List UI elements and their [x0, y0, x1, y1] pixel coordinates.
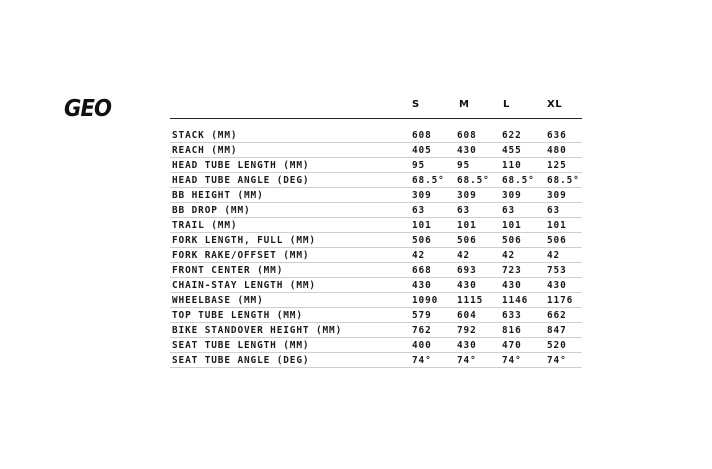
- value-m: 430: [457, 340, 477, 351]
- row-label: BB DROP (MM): [172, 205, 251, 216]
- table-row: [170, 188, 582, 203]
- value-l: 633: [502, 310, 522, 321]
- table-row: [170, 218, 582, 233]
- value-m: 430: [457, 145, 477, 156]
- row-label: REACH (MM): [172, 145, 238, 156]
- value-s: 1090: [412, 295, 439, 306]
- table-row: [170, 338, 582, 353]
- value-xl: 662: [547, 310, 567, 321]
- row-label: FORK RAKE/OFFSET (MM): [172, 250, 310, 261]
- value-s: 95: [412, 160, 426, 171]
- row-label: CHAIN-STAY LENGTH (MM): [172, 280, 316, 291]
- value-xl: 847: [547, 325, 567, 336]
- value-xl: 1176: [547, 295, 574, 306]
- value-m: 74°: [457, 355, 477, 366]
- size-header-xl: XL: [547, 99, 563, 110]
- table-row: [170, 323, 582, 338]
- value-s: 430: [412, 280, 432, 291]
- value-xl: 480: [547, 145, 567, 156]
- value-xl: 63: [547, 205, 561, 216]
- value-xl: 42: [547, 250, 561, 261]
- value-m: 792: [457, 325, 477, 336]
- value-s: 762: [412, 325, 432, 336]
- value-xl: 309: [547, 190, 567, 201]
- value-l: 816: [502, 325, 522, 336]
- value-m: 95: [457, 160, 471, 171]
- value-m: 101: [457, 220, 477, 231]
- value-s: 668: [412, 265, 432, 276]
- value-s: 101: [412, 220, 432, 231]
- size-header-m: M: [459, 99, 470, 110]
- value-xl: 74°: [547, 355, 567, 366]
- row-label: BIKE STANDOVER HEIGHT (MM): [172, 325, 343, 336]
- row-label: HEAD TUBE ANGLE (DEG): [172, 175, 310, 186]
- value-l: 68.5°: [502, 175, 535, 186]
- value-m: 68.5°: [457, 175, 490, 186]
- row-label: FRONT CENTER (MM): [172, 265, 284, 276]
- value-s: 74°: [412, 355, 432, 366]
- page-title: GEO: [64, 96, 112, 122]
- table-row: [170, 293, 582, 308]
- row-label: STACK (MM): [172, 130, 238, 141]
- geometry-table: [170, 128, 582, 368]
- value-m: 506: [457, 235, 477, 246]
- value-l: 63: [502, 205, 516, 216]
- value-s: 68.5°: [412, 175, 445, 186]
- value-m: 309: [457, 190, 477, 201]
- value-l: 723: [502, 265, 522, 276]
- value-l: 42: [502, 250, 516, 261]
- value-xl: 520: [547, 340, 567, 351]
- row-label: TRAIL (MM): [172, 220, 238, 231]
- value-l: 430: [502, 280, 522, 291]
- row-label: FORK LENGTH, FULL (MM): [172, 235, 316, 246]
- table-row: [170, 353, 582, 368]
- value-l: 110: [502, 160, 522, 171]
- value-l: 101: [502, 220, 522, 231]
- value-m: 1115: [457, 295, 484, 306]
- value-s: 309: [412, 190, 432, 201]
- row-label: WHEELBASE (MM): [172, 295, 264, 306]
- table-row: [170, 263, 582, 278]
- value-xl: 101: [547, 220, 567, 231]
- value-xl: 506: [547, 235, 567, 246]
- value-m: 42: [457, 250, 471, 261]
- value-l: 470: [502, 340, 522, 351]
- value-l: 622: [502, 130, 522, 141]
- value-xl: 125: [547, 160, 567, 171]
- value-s: 506: [412, 235, 432, 246]
- value-s: 579: [412, 310, 432, 321]
- value-m: 430: [457, 280, 477, 291]
- size-header-row: [170, 99, 582, 113]
- value-l: 74°: [502, 355, 522, 366]
- row-label: SEAT TUBE LENGTH (MM): [172, 340, 310, 351]
- size-header-l: L: [503, 99, 510, 110]
- size-header-s: S: [412, 99, 420, 110]
- value-xl: 430: [547, 280, 567, 291]
- table-row: [170, 173, 582, 188]
- table-row: [170, 143, 582, 158]
- table-row: [170, 248, 582, 263]
- table-row: [170, 308, 582, 323]
- value-xl: 68.5°: [547, 175, 580, 186]
- value-m: 63: [457, 205, 471, 216]
- row-label: BB HEIGHT (MM): [172, 190, 264, 201]
- value-s: 400: [412, 340, 432, 351]
- value-l: 506: [502, 235, 522, 246]
- value-s: 405: [412, 145, 432, 156]
- value-xl: 753: [547, 265, 567, 276]
- value-s: 608: [412, 130, 432, 141]
- table-row: [170, 203, 582, 218]
- value-l: 455: [502, 145, 522, 156]
- value-m: 608: [457, 130, 477, 141]
- value-l: 1146: [502, 295, 529, 306]
- row-label: TOP TUBE LENGTH (MM): [172, 310, 303, 321]
- value-m: 693: [457, 265, 477, 276]
- table-row: [170, 158, 582, 173]
- table-row: [170, 278, 582, 293]
- value-m: 604: [457, 310, 477, 321]
- value-l: 309: [502, 190, 522, 201]
- row-label: HEAD TUBE LENGTH (MM): [172, 160, 310, 171]
- value-s: 42: [412, 250, 426, 261]
- table-row: [170, 233, 582, 248]
- row-label: SEAT TUBE ANGLE (DEG): [172, 355, 310, 366]
- header-divider: [170, 118, 582, 119]
- table-row: [170, 128, 582, 143]
- value-s: 63: [412, 205, 426, 216]
- value-xl: 636: [547, 130, 567, 141]
